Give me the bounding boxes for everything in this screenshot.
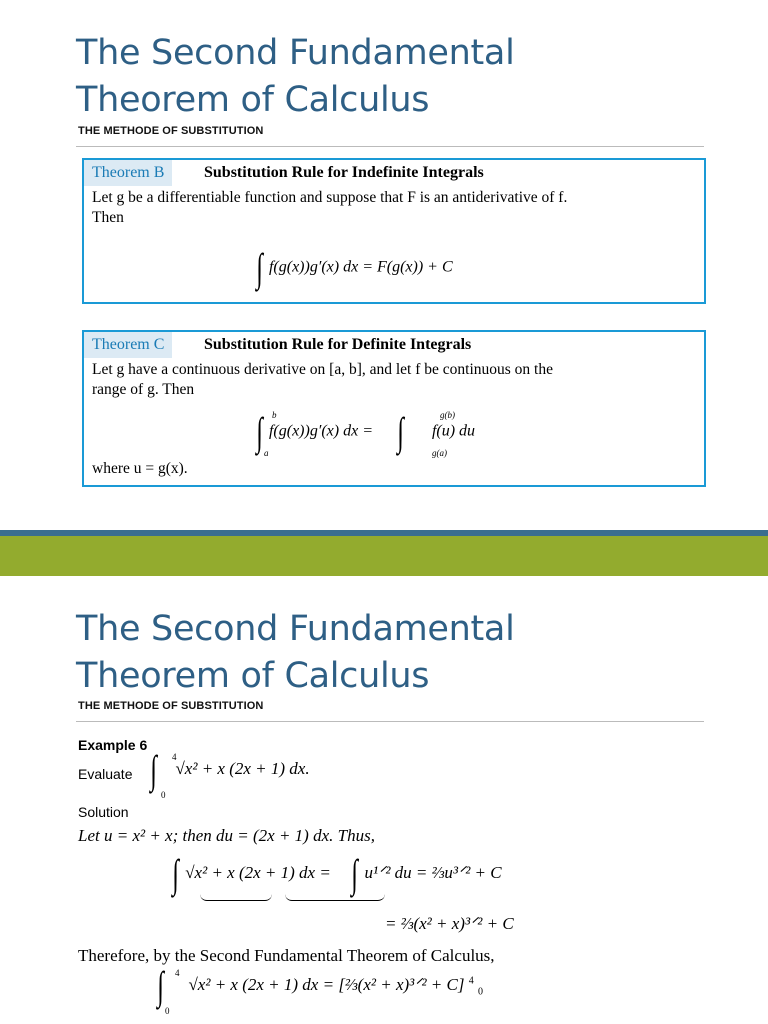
evaluate-label: Evaluate: [78, 766, 133, 782]
integral-sign-icon: ∫: [150, 747, 157, 792]
brace-du: [285, 894, 385, 901]
theorem-b-body: [84, 186, 704, 230]
theorem-b-box: [82, 158, 706, 304]
step1-formula: [170, 851, 502, 896]
theorem-b-header: [84, 160, 704, 186]
evaluate-lower-limit: 0: [161, 790, 166, 800]
theorem-c-box: [82, 330, 706, 487]
integral-sign-icon: ∫: [256, 409, 263, 454]
slide-2-title: [76, 606, 515, 700]
integral-sign-icon: ∫: [157, 963, 164, 1008]
slide-1-subtitle: THE METHODE OF SUBSTITUTION: [78, 125, 264, 137]
integral-sign-icon: ∫: [172, 851, 179, 896]
theorem-c-header: [84, 332, 704, 358]
solution-label: Solution: [78, 804, 129, 820]
evaluate-formula: [148, 747, 310, 800]
theorem-c-body: [84, 358, 704, 402]
slide-1-title-line1: The Second Fundamental: [76, 33, 515, 73]
therefore-line: Therefore, by the Second Fundamental Theorem of Calculus,: [78, 946, 495, 965]
solution-line: Let u = x² + x; then du = (2x + 1) dx. Thus,: [78, 826, 375, 845]
integral-sign-icon: ∫: [256, 245, 263, 290]
theorem-c-upper-left: b: [272, 410, 277, 420]
theorem-b-text-line2: Then: [92, 209, 124, 226]
theorem-c-tag: Theorem C: [84, 332, 172, 358]
theorem-c-where: where u = g(x).: [92, 460, 188, 477]
step2-formula: = ⅔(x² + x)³ᐟ² + C: [385, 914, 514, 933]
step1-right: u¹ᐟ² du = ⅔u³ᐟ² + C: [364, 862, 502, 882]
step1-left: √x² + x (2x + 1) dx =: [185, 862, 331, 882]
theorem-c-text-line1: Let g have a continuous derivative on [a, b], and let f be continuous on the: [92, 361, 553, 378]
slide-2-title-line1: The Second Fundamental: [76, 609, 515, 649]
theorem-b-title: Substitution Rule for Indefinite Integrals: [204, 164, 484, 181]
final-formula-text: √x² + x (2x + 1) dx = [⅔(x² + x)³ᐟ² + C]: [188, 974, 465, 994]
slide-2-title-line2: Theorem of Calculus: [76, 656, 430, 696]
slide-1-title: [76, 30, 515, 124]
evaluate-upper-limit: 4: [172, 752, 177, 762]
slide-divider: [0, 530, 768, 576]
final-formula: [155, 963, 483, 1016]
theorem-c-upper-right: g(b): [440, 410, 455, 420]
evaluate-formula-text: √x² + x (2x + 1) dx.: [175, 758, 310, 778]
final-bracket-lower: 0: [477, 986, 483, 998]
example-label: Example 6: [78, 737, 148, 753]
final-bracket-upper: 4: [468, 975, 474, 987]
theorem-c-formula-left: f(g(x))g′(x) dx =: [268, 422, 373, 440]
final-upper-limit: 4: [175, 968, 180, 978]
theorem-b-text-line1: Let g be a differentiable function and suppose that F is an antiderivative of f.: [92, 189, 568, 206]
integral-sign-icon: ∫: [351, 851, 359, 896]
slide-2-subtitle: THE METHODE OF SUBSTITUTION: [78, 700, 264, 712]
theorem-b-formula-text: f(g(x))g′(x) dx = F(g(x)) + C: [268, 258, 453, 276]
brace-u: [200, 894, 272, 901]
theorem-c-lower-right: g(a): [432, 448, 447, 458]
theorem-b-formula: [254, 245, 453, 290]
theorem-c-text-line2: range of g. Then: [92, 381, 195, 398]
final-lower-limit: 0: [165, 1006, 170, 1016]
divider-band: [0, 536, 768, 576]
slide-2-rule: [76, 721, 704, 722]
integral-sign-icon: ∫: [397, 409, 404, 454]
slide-2: [0, 576, 768, 1024]
slide-1-title-line2: Theorem of Calculus: [76, 80, 430, 120]
slide-1-rule: [76, 146, 704, 147]
theorem-b-tag: Theorem B: [84, 160, 172, 186]
theorem-c-title: Substitution Rule for Definite Integrals: [204, 336, 472, 353]
theorem-c-lower-left: a: [264, 448, 269, 458]
theorem-c-formula-right: f(u) du: [431, 422, 476, 440]
theorem-c-formula: [254, 409, 476, 458]
